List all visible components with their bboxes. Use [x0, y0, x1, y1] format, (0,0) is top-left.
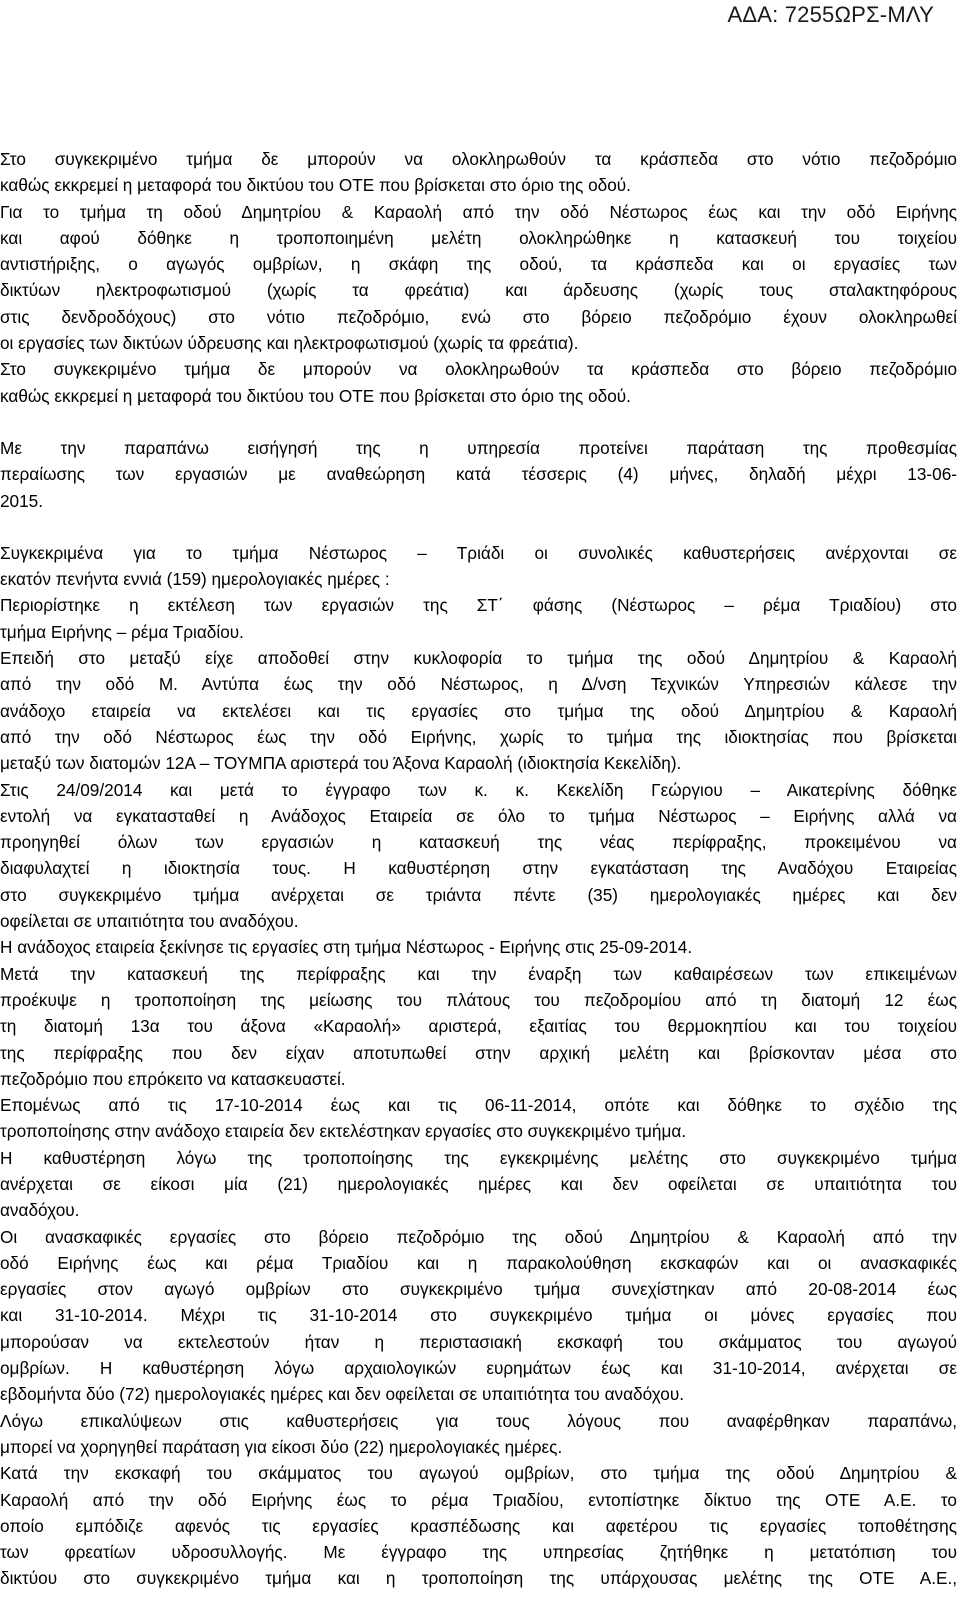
document-body	[0, 146, 957, 1592]
paragraph-gap	[0, 514, 957, 540]
text-line: καθώς εκκρεμεί η μεταφορά του δικτύου του ΟΤΕ που βρίσκεται στο όριο της οδού.	[0, 175, 631, 196]
text-line: μπορούσαν να εκτελεστούν ήταν η περιστασιακή εκσκαφή του σκάμματος του αγωγού	[0, 1331, 957, 1352]
text-line: των φρεατίων υδροσυλλογής. Με έγγραφο της υπηρεσίας ζητήθηκε η μετατόπιση του	[0, 1542, 957, 1563]
text-line: δικτύου στο συγκεκριμένο τμήμα και η τροποποίηση της υπάρχουσας μελέτης της ΟΤΕ Α.Ε.,	[0, 1568, 957, 1589]
text-line: ομβρίων. Η καθυστέρηση λόγω αρχαιολογικών ευρημάτων έως και 31-10-2014, ανέρχεται σε	[0, 1358, 957, 1379]
text-line: περαίωσης των εργασιών με αναθεώρηση κατά τέσσερις (4) μήνες, δηλαδή μέχρι 13-06-	[0, 464, 957, 485]
text-line: ανάδοχο εταιρεία να εκτελέσει και τις εργασίες στο τμήμα της οδού Δημητρίου & Καραολή	[0, 700, 957, 721]
text-line: Η ανάδοχος εταιρεία ξεκίνησε τις εργασίες στη τμήμα Νέστωρος - Ειρήνης στις 25-09-2014.	[0, 937, 693, 958]
text-line: οποίο εμπόδιζε αφενός τις εργασίες κρασπέδωσης και αφετέρου τις εργασίες τοποθέτησης	[0, 1515, 957, 1536]
text-line: Επομένως από τις 17-10-2014 έως και τις 06-11-2014, οπότε και δόθηκε το σχέδιο της	[0, 1095, 957, 1116]
text-line: εργασίες στον αγωγό ομβρίων στο συγκεκριμένο τμήμα συνεχίστηκαν από 20-08-2014 έως	[0, 1279, 957, 1300]
paragraph-gap	[0, 409, 957, 435]
text-line: και 31-10-2014. Μέχρι τις 31-10-2014 στο συγκεκριμένο τμήμα οι μόνες εργασίες που	[0, 1305, 957, 1326]
text-line: αναδόχου.	[0, 1200, 80, 1221]
text-line: προηγηθεί όλων των εργασιών η κατασκευή της νέας περίφραξης, προκειμένου να	[0, 832, 957, 853]
text-line: από την οδό Μ. Αντύπα έως την οδό Νέστωρος, η Δ/νση Τεχνικών Υπηρεσιών κάλεσε την	[0, 674, 957, 695]
text-line: εντολή να εγκατασταθεί η Ανάδοχος Εταιρεία σε όλο το τμήμα Νέστωρος – Ειρήνης αλλά να	[0, 805, 957, 826]
text-line: Για το τμήμα τη οδού Δημητρίου & Καραολή από την οδό Νέστωρος έως και την οδό Ειρήνης	[0, 201, 957, 222]
text-line: πεζοδρόμιο που επρόκειτο να κατασκευαστεί.	[0, 1068, 346, 1089]
text-line: Με την παραπάνω εισήγησή της η υπηρεσία προτείνει παράταση της προθεσμίας	[0, 437, 957, 458]
text-line: οδό Ειρήνης έως και ρέμα Τριαδίου και η παρακολούθηση εκσκαφών και οι ανασκαφικές	[0, 1252, 957, 1273]
text-line: εβδομήντα δύο (72) ημερολογιακές ημέρες και δεν οφείλεται σε υπαιτιότητα του αναδόχου.	[0, 1384, 685, 1405]
text-line: στο συγκεκριμένο τμήμα ανέρχεται σε τριάντα πέντε (35) ημερολογιακές ημέρες και δεν	[0, 884, 957, 905]
text-line: Λόγω επικαλύψεων στις καθυστερήσεις για τους λόγους που αναφέρθηκαν παραπάνω,	[0, 1410, 957, 1431]
text-line: Μετά την κατασκευή της περίφραξης και την έναρξη των καθαιρέσεων των επικειμένων	[0, 963, 957, 984]
ada-code: ΑΔΑ: 7255ΩΡΣ-ΜΛΥ	[727, 2, 934, 27]
text-line: Συγκεκριμένα για το τμήμα Νέστωρος – Τριάδι οι συνολικές καθυστερήσεις ανέρχονται σε	[0, 542, 957, 563]
text-line: οι εργασίες των δικτύων ύδρευσης και ηλεκτροφωτισμού (χωρίς τα φρεάτια).	[0, 333, 579, 354]
text-line: δικτύων ηλεκτροφωτισμού (χωρίς τα φρεάτια) και άρδευσης (χωρίς τους σταλακτηφόρους	[0, 280, 957, 301]
text-line: μεταξύ των διατομών 12Α – ΤΟΥΜΠΑ αριστερά του Άξονα Καραολή (ιδιοκτησία Κεκελίδη).	[0, 753, 682, 774]
text-line: 2015.	[0, 490, 44, 511]
text-line: διαφυλαχτεί η ιδιοκτησία τους. Η καθυστέρηση στην εγκατάσταση της Αναδόχου Εταιρείας	[0, 858, 957, 879]
text-line: στις δενδροδόχους) στο νότιο πεζοδρόμιο, ενώ στο βόρειο πεζοδρόμιο έχουν ολοκληρωθεί	[0, 306, 957, 327]
text-line: Κατά την εκσκαφή του σκάμματος του αγωγού ομβρίων, στο τμήμα της οδού Δημητρίου &	[0, 1463, 957, 1484]
text-line: Καραολή από την οδό Ειρήνης έως το ρέμα Τριαδίου, εντοπίστηκε δίκτυο της ΟΤΕ Α.Ε. το	[0, 1489, 957, 1510]
text-line: οφείλεται σε υπαιτιότητα του αναδόχου.	[0, 911, 299, 932]
text-line: Στο συγκεκριμένο τμήμα δε μπορούν να ολοκληρωθούν τα κράσπεδα στο βόρειο πεζοδρόμιο	[0, 359, 957, 380]
text-line: Στο συγκεκριμένο τμήμα δε μπορούν να ολοκληρωθούν τα κράσπεδα στο νότιο πεζοδρόμιο	[0, 149, 957, 169]
text-line: και αφού δόθηκε η τροποποιημένη μελέτη ολοκληρώθηκε η κατασκευή του τοιχείου	[0, 227, 957, 248]
text-line: καθώς εκκρεμεί η μεταφορά του δικτύου του ΟΤΕ που βρίσκεται στο όριο της οδού.	[0, 385, 631, 406]
text-line: εκατόν πενήντα εννιά (159) ημερολογιακές ημέρες :	[0, 569, 390, 590]
text-line: ανέρχεται σε είκοσι μία (21) ημερολογιακές ημέρες και δεν οφείλεται σε υπαιτιότητα του	[0, 1173, 957, 1194]
text-line: προέκυψε η τροποποίηση της μείωσης του πλάτους του πεζοδρομίου από τη διατομή 12 έως	[0, 989, 957, 1010]
text-line: από την οδό Νέστωρος έως την οδό Ειρήνης, χωρίς το τμήμα της ιδιοκτησίας που βρίσκεται	[0, 726, 957, 747]
text-line: Οι ανασκαφικές εργασίες στο βόρειο πεζοδρόμιο της οδού Δημητρίου & Καραολή από την	[0, 1226, 957, 1247]
text-line: μπορεί να χορηγηθεί παράταση για είκοσι δύο (22) ημερολογιακές ημέρες.	[0, 1436, 563, 1457]
text-line: τροποποίησης στην ανάδοχο εταιρεία δεν εκτελέστηκαν εργασίες στο συγκεκριμένο τμήμα.	[0, 1121, 687, 1142]
text-line: αντιστήριξης, ο αγωγός ομβρίων, η σκάφη της οδού, τα κράσπεδα και οι εργασίες των	[0, 254, 957, 275]
text-line: τη διατομή 13α του άξονα «Καραολή» αριστερά, εξαιτίας του θερμοκηπίου και του τοιχείου	[0, 1016, 957, 1037]
text-line: τμήμα Ειρήνης – ρέμα Τριαδίου.	[0, 621, 244, 642]
text-line: της περίφραξης που δεν είχαν αποτυπωθεί στην αρχική μελέτη και βρίσκονταν μέσα στο	[0, 1042, 957, 1063]
text-line: Περιορίστηκε η εκτέλεση των εργασιών της ΣΤ΄ φάσης (Νέστωρος – ρέμα Τριαδίου) στο	[0, 595, 957, 616]
text-line: Στις 24/09/2014 και μετά το έγγραφο των κ. κ. Κεκελίδη Γεώργιου – Αικατερίνης δόθηκε	[0, 779, 957, 800]
text-line: Η καθυστέρηση λόγω της τροποποίησης της εγκεκριμένης μελέτης στο συγκεκριμένο τμήμα	[0, 1147, 957, 1168]
text-line: Επειδή στο μεταξύ είχε αποδοθεί στην κυκλοφορία το τμήμα της οδού Δημητρίου & Καραολή	[0, 648, 957, 669]
